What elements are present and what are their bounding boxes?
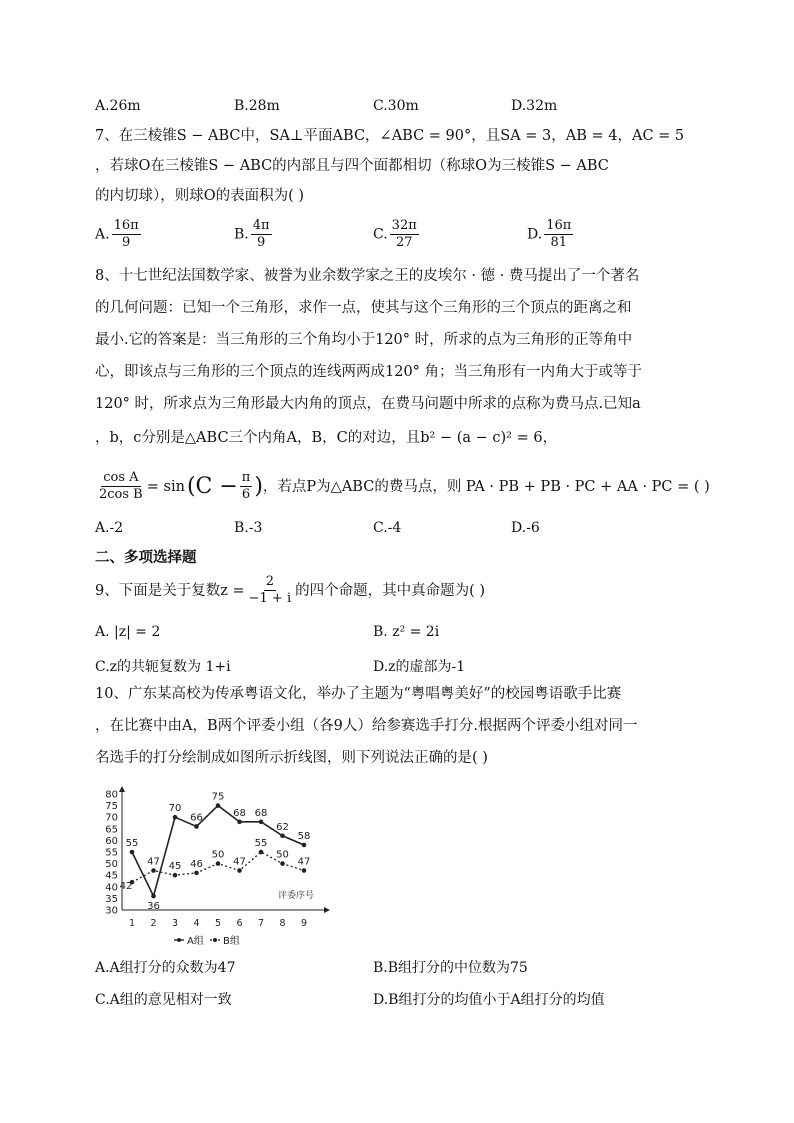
series-b-data-label: 47 xyxy=(233,856,246,868)
q6-option-d: D.32m xyxy=(511,98,558,114)
x-axis-arrow xyxy=(324,907,330,913)
y-tick-label: 40 xyxy=(105,882,118,894)
x-tick-label: 7 xyxy=(257,918,265,929)
x-tick-label: 2 xyxy=(150,918,157,929)
y-tick-label: 35 xyxy=(105,893,118,905)
series-a-point xyxy=(173,815,178,820)
x-tick-label: 6 xyxy=(236,918,243,929)
x-axis-label: 评委序号 xyxy=(277,891,314,901)
y-tick-label: 50 xyxy=(105,859,118,871)
q9-fraction: $\frac{2}{-1 + i}$ xyxy=(248,574,292,606)
series-b-point xyxy=(259,850,264,855)
series-b-data-label: 47 xyxy=(297,856,311,868)
q8-line-6: ，b，c分别是△ABC三个内角A，B，C的对边，且b² − (a − c)² = 6， xyxy=(95,430,558,446)
q10-option-b: B.B组打分的中位数为75 xyxy=(373,960,528,976)
q8-option-d: D.-6 xyxy=(511,520,540,536)
q8-line-2: 的几何问题：已知一个三角形，求作一点，使其与这个三角形的三个顶点的距离之和 xyxy=(95,300,632,316)
q6-option-a: A.26m xyxy=(95,98,141,114)
y-tick-label: 80 xyxy=(105,789,118,801)
y-tick-label: 70 xyxy=(105,812,118,824)
q10-option-c: C.A组的意见相对一致 xyxy=(95,992,232,1008)
q8-option-c: C.-4 xyxy=(373,520,402,536)
series-a-point xyxy=(194,824,199,829)
q9-option-d: D.z的虚部为-1 xyxy=(373,659,466,675)
series-a-point xyxy=(237,820,242,825)
series-a-point xyxy=(216,803,221,808)
series-b-data-label: 47 xyxy=(147,856,160,868)
series-a-data-label: 68 xyxy=(233,807,246,819)
q7-line-2: ，若球O在三棱锥S − ABC的内部且与四个面都相切（称球O为三棱锥S − ABC xyxy=(95,158,609,174)
series-b-data-label: 55 xyxy=(254,838,268,849)
q6-option-b: B.28m xyxy=(234,98,280,114)
q8-line-5: 120° 时，所求点为三角形最大内角的顶点，在费马问题中所求的点称为费马点.已知a xyxy=(95,396,641,412)
series-b-point xyxy=(302,868,307,873)
legend-a-marker xyxy=(177,938,181,942)
series-a-data-label: 62 xyxy=(276,821,289,833)
series-a-data-label: 75 xyxy=(211,791,225,803)
q8-line-1: 8、十七世纪法国数学家、被誉为业余数学家之王的皮埃尔 · 德 · 费马提出了一个著名 xyxy=(95,268,640,284)
y-tick-label: 60 xyxy=(105,835,118,847)
y-tick-label: 65 xyxy=(105,824,118,836)
series-a-point xyxy=(130,850,135,855)
series-b-data-label: 46 xyxy=(190,858,203,870)
q8-formula-line: $\frac{\text{cos A}}{\text{2cos B}}$ = sin (C − $\frac{\pi}{6}$ ) ，若点P为△ABC的费马点，则 PA · PB + PB · PC + AA · PC = ( ) xyxy=(99,470,710,502)
y-tick-label: 30 xyxy=(105,905,118,917)
series-b-point xyxy=(280,861,285,866)
x-tick-label: 1 xyxy=(128,918,136,929)
series-b-data-label: 42 xyxy=(119,881,133,893)
section-title-multiple-choice: 二、多项选择题 xyxy=(95,550,197,566)
q9-option-a: A. |z| = 2 xyxy=(95,624,161,640)
q9-option-c: C.z的共轭复数为 1+i xyxy=(95,659,231,675)
series-a-data-label: 70 xyxy=(168,803,182,815)
y-axis-arrow xyxy=(119,786,125,792)
q9-stem: 9、下面是关于复数z = $\frac{2}{-1 + i}$ 的四个命题，其中真命题为( ) xyxy=(95,574,486,606)
q7-option-a: A. $\frac{16\pi}{9}$ xyxy=(95,218,139,250)
series-b-point xyxy=(151,868,156,873)
q6-option-c: C.30m xyxy=(373,98,419,114)
series-a-point xyxy=(151,894,156,899)
series-a-point xyxy=(302,843,307,848)
x-tick-label: 8 xyxy=(279,918,286,929)
series-a-data-label: 66 xyxy=(190,812,203,824)
y-tick-label: 55 xyxy=(105,847,118,859)
q8-option-b: B.-3 xyxy=(234,520,263,536)
series-b-data-label: 50 xyxy=(276,849,289,861)
q9-option-b: B. z² = 2i xyxy=(373,624,440,640)
q7-option-c: C. $\frac{32\pi}{27}$ xyxy=(373,218,417,250)
q8-pi-fraction: $\frac{\pi}{6}$ xyxy=(241,470,251,502)
x-tick-label: 3 xyxy=(171,918,179,929)
series-a-data-label: 58 xyxy=(297,831,311,843)
q7-option-d: D. $\frac{16\pi}{81}$ xyxy=(527,218,572,250)
q8-line-4: 心，即该点与三角形的三个顶点的连线两两成120° 角；当三角形有一内角大于或等于 xyxy=(95,364,643,380)
q10-option-d: D.B组打分的均值小于A组打分的均值 xyxy=(373,992,605,1008)
series-b-point xyxy=(173,873,178,878)
series-b-data-label: 45 xyxy=(168,861,182,873)
q8-line-3: 最小.它的答案是：当三角形的三个角均小于120° 时，所求的点为三角形的正等角中 xyxy=(95,332,633,348)
legend-a-label: A组 xyxy=(187,936,204,947)
q10-line-3: 名选手的打分绘制成如图所示折线图，则下列说法正确的是( ) xyxy=(95,750,488,766)
score-line-chart xyxy=(92,786,352,951)
q7-line-1: 7、在三棱锥S − ABC中，SA⊥平面ABC，∠ABC = 90°，且SA = 3，AB = 4，AC = 5 xyxy=(95,128,685,144)
q10-option-a: A.A组打分的众数为47 xyxy=(95,960,236,976)
series-a-point xyxy=(280,833,285,838)
series-a-data-label: 36 xyxy=(147,901,160,913)
x-tick-label: 5 xyxy=(214,918,222,929)
series-b-point xyxy=(216,861,221,866)
q8-option-a: A.-2 xyxy=(95,520,124,536)
series-a-point xyxy=(259,820,264,825)
q7-option-b: B. $\frac{4\pi}{9}$ xyxy=(234,218,270,250)
q10-line-2: ，在比赛中由A，B两个评委小组（各9人）给参赛选手打分.根据两个评委小组对同一 xyxy=(95,718,638,734)
series-a-data-label: 68 xyxy=(254,807,268,819)
x-tick-label: 4 xyxy=(193,918,200,929)
legend-b-label: B组 xyxy=(223,936,240,947)
y-tick-label: 45 xyxy=(105,870,118,882)
q10-line-1: 10、广东某高校为传承粤语文化，举办了主题为“粤唱粤美好”的校园粤语歌手比赛 xyxy=(95,686,622,702)
series-b-point xyxy=(194,871,199,876)
series-b-data-label: 50 xyxy=(211,849,225,861)
x-tick-label: 9 xyxy=(300,918,308,929)
q7-line-3: 的内切球），则球O的表面积为( ) xyxy=(95,188,305,204)
series-a-data-label: 55 xyxy=(125,838,139,849)
legend-b-marker xyxy=(213,938,217,942)
series-b-point xyxy=(237,868,242,873)
y-tick-label: 75 xyxy=(105,801,118,813)
q8-cos-fraction: $\frac{\text{cos A}}{\text{2cos B}}$ xyxy=(99,470,143,502)
